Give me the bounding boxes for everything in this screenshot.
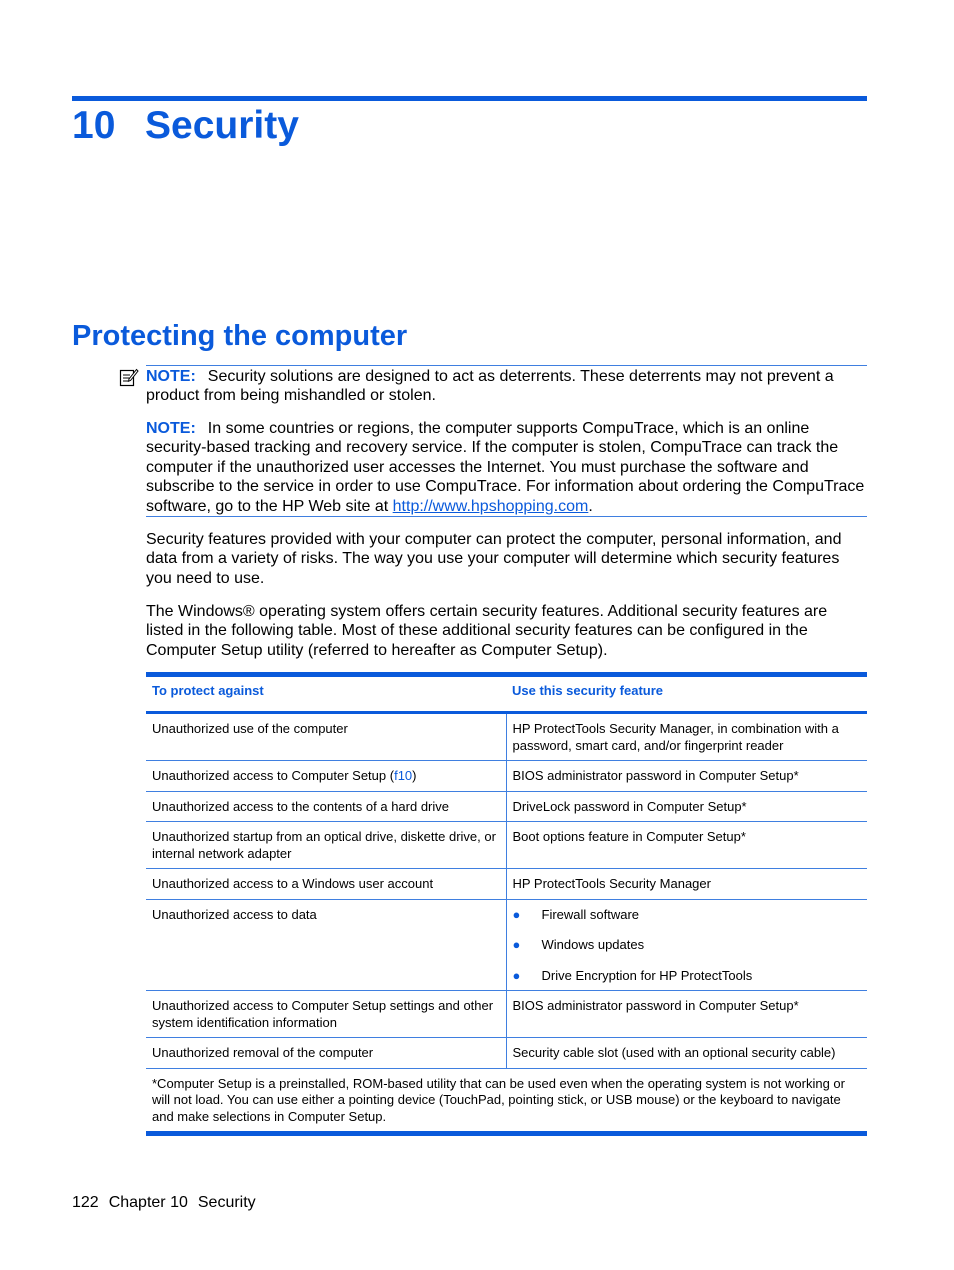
chapter-title — [72, 101, 299, 151]
header-protect-against: To protect against — [146, 677, 506, 713]
threat-cell: Unauthorized access to the contents of a hard drive — [146, 791, 506, 822]
chapter-name: Security — [145, 104, 299, 147]
footer-chapter: Chapter 10 — [108, 1194, 188, 1211]
threat-cell: Unauthorized use of the computer — [146, 713, 506, 761]
feature-cell: BIOS administrator password in Computer Setup* — [506, 991, 867, 1038]
table-header-row — [146, 677, 867, 713]
list-item-text: Firewall software — [541, 906, 640, 922]
hpshopping-link[interactable]: http://www.hpshopping.com — [392, 497, 589, 515]
page-number: 122 — [72, 1194, 99, 1211]
note-pencil-icon — [119, 367, 139, 387]
intro-paragraph: Security features provided with your computer can protect the computer, personal information, and data from a variety of risks. The way you use your computer will determine which security features you need to use. — [146, 531, 842, 587]
feature-cell: HP ProtectTools Security Manager — [506, 869, 867, 900]
note-2 — [146, 419, 867, 516]
table-row — [146, 1038, 867, 1069]
list-item — [513, 968, 862, 985]
list-item — [513, 907, 862, 924]
feature-cell: BIOS administrator password in Computer Setup* — [506, 761, 867, 792]
list-item-text: Windows updates — [541, 937, 645, 952]
threat-cell — [146, 761, 506, 792]
threat-cell: Unauthorized removal of the computer — [146, 1038, 506, 1069]
table-row — [146, 822, 867, 869]
f10-key-link[interactable]: f10 — [394, 768, 413, 783]
feature-cell — [506, 899, 867, 991]
table-row — [146, 791, 867, 822]
bullet-icon: ● — [512, 906, 521, 922]
table-row — [146, 899, 867, 991]
note-1 — [146, 367, 867, 406]
threat-text: Unauthorized access to Computer Setup ( — [152, 768, 395, 783]
threat-cell: Unauthorized startup from an optical drive, diskette drive, or internal network adapter — [146, 822, 506, 869]
table-row — [146, 869, 867, 900]
threat-text-end: ) — [412, 768, 417, 783]
bullet-icon: ● — [512, 937, 521, 952]
security-features-table — [146, 672, 867, 1136]
threat-cell: Unauthorized access to data — [146, 899, 506, 991]
list-item-text: Drive Encryption for HP ProtectTools — [541, 967, 753, 983]
note-text: Security solutions are designed to act as deterrents. These deterrents may not prevent a product from being mishandled or stolen. — [146, 368, 834, 405]
threat-cell: Unauthorized access to Computer Setup settings and other system identification information — [146, 991, 506, 1038]
feature-cell: HP ProtectTools Security Manager, in combination with a password, smart card, and/or fingerprint reader — [506, 713, 867, 761]
bullet-icon: ● — [512, 967, 521, 983]
feature-cell: Boot options feature in Computer Setup* — [506, 822, 867, 869]
feature-list — [513, 907, 862, 985]
table-row — [146, 761, 867, 792]
table-row — [146, 991, 867, 1038]
list-item — [513, 937, 862, 954]
note-label: NOTE: — [146, 368, 196, 385]
table-footnote: *Computer Setup is a preinstalled, ROM-based utility that can be used even when the operating system is not working or will not load. You can use either a pointing device (TouchPad, pointing stick, or USB mouse) or the keyboard to navigate and make selections in Computer Setup. — [152, 1075, 845, 1124]
table-row — [146, 713, 867, 761]
note-label: NOTE: — [146, 420, 196, 437]
page-footer — [72, 1193, 266, 1212]
table-footnote-row — [146, 1068, 867, 1131]
windows-paragraph: The Windows® operating system offers certain security features. Additional security features are listed in the following table. Most of these additional security features can be configured in the Computer Setup utility (referred to hereafter as Computer Setup). — [146, 603, 828, 659]
feature-cell: Security cable slot (used with an optional security cable) — [506, 1038, 867, 1069]
threat-cell: Unauthorized access to a Windows user account — [146, 869, 506, 900]
note-text: In some countries or regions, the computer supports CompuTrace, which is an online security-based tracking and recovery service. If the computer is stolen, CompuTrace can track the computer if the unauthorized user accesses the Internet. You must purchase the software and subscribe to the service in order to use CompuTrace. For information about ordering the CompuTrace software, go to the HP Web site at — [146, 420, 865, 515]
chapter-number: 10 — [72, 104, 116, 147]
footer-title: Security — [197, 1194, 256, 1211]
note-text-end: . — [588, 497, 593, 515]
section-title: Protecting the computer — [72, 320, 408, 352]
header-security-feature: Use this security feature — [506, 677, 867, 713]
feature-cell: DriveLock password in Computer Setup* — [506, 791, 867, 822]
